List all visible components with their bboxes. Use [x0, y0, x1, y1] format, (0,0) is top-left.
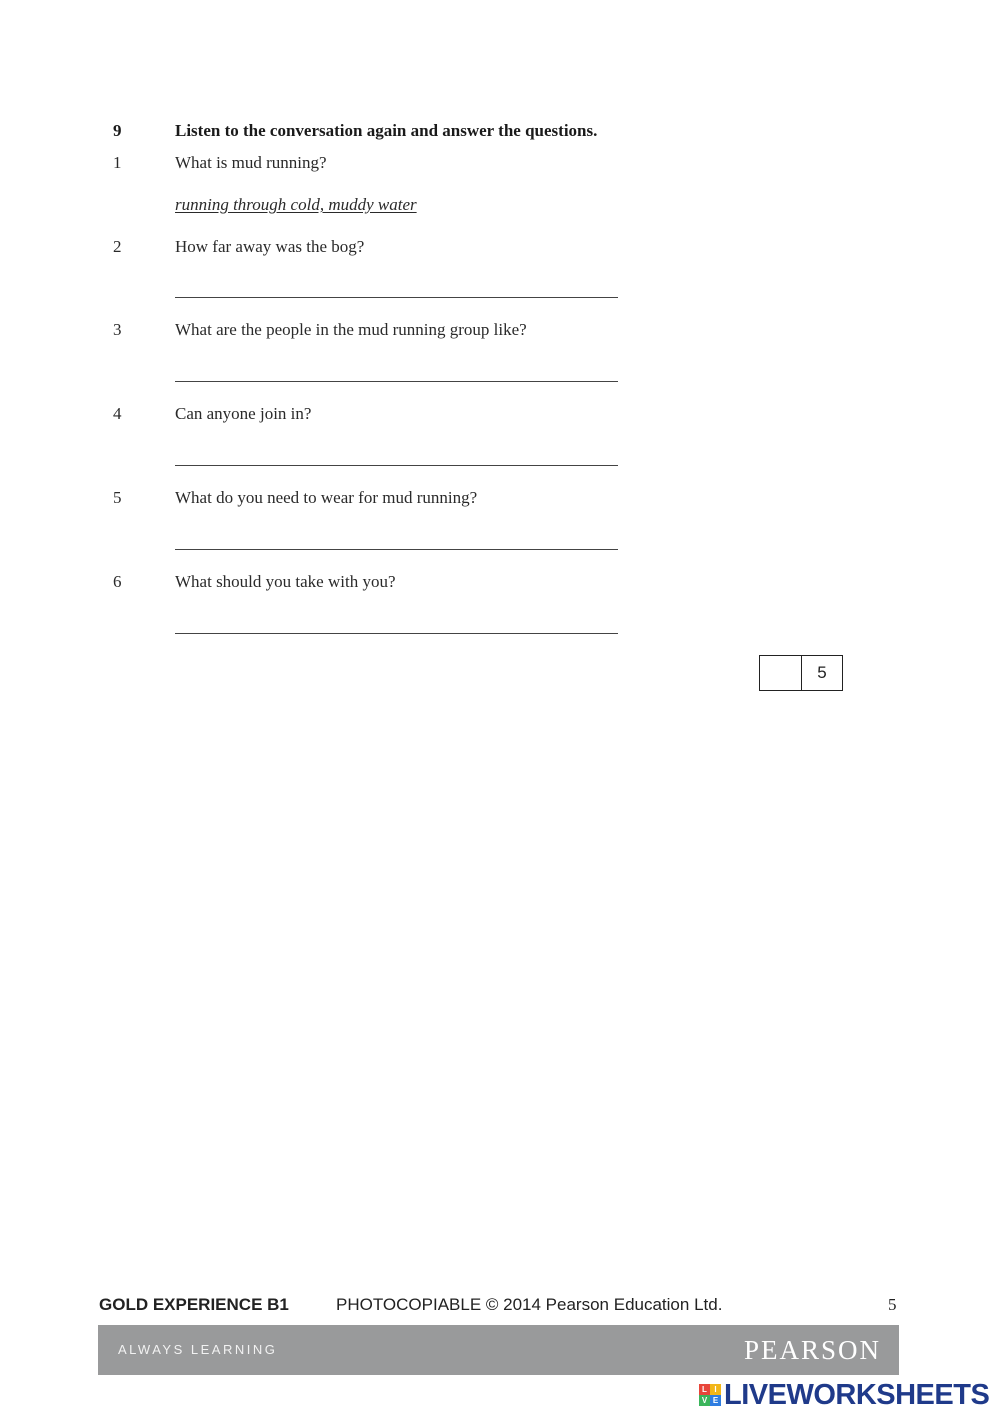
- exercise-number: 9: [113, 121, 122, 140]
- logo-tile: V: [699, 1395, 710, 1406]
- question-number: 4: [113, 404, 122, 423]
- question-text: How far away was the bog?: [175, 237, 365, 256]
- publisher-banner: [98, 1325, 899, 1375]
- score-input-cell[interactable]: [760, 656, 802, 690]
- question-text: What do you need to wear for mud running?: [175, 488, 478, 507]
- answer-line[interactable]: [175, 297, 618, 298]
- publisher-tagline: ALWAYS LEARNING: [118, 1342, 278, 1357]
- exercise-instruction: Listen to the conversation again and answer the questions.: [175, 121, 598, 140]
- question-text: Can anyone join in?: [175, 404, 312, 423]
- liveworksheets-wordmark: LIVEWORKSHEETS: [724, 1378, 990, 1411]
- question-text: What is mud running?: [175, 153, 327, 172]
- answer-line[interactable]: [175, 465, 618, 466]
- question-number: 6: [113, 572, 122, 591]
- page-number: 5: [888, 1295, 897, 1314]
- score-total: 5: [817, 663, 827, 682]
- logo-tile: E: [710, 1395, 721, 1406]
- footer-copyright: PHOTOCOPIABLE © 2014 Pearson Education Ltd.: [336, 1295, 723, 1314]
- publisher-logo: PEARSON: [743, 1335, 881, 1365]
- answer-line[interactable]: [175, 633, 618, 634]
- question-number: 3: [113, 320, 122, 339]
- question-number: 5: [113, 488, 122, 507]
- liveworksheets-logo: [699, 1379, 989, 1411]
- logo-tile: L: [699, 1384, 710, 1395]
- question-text: What should you take with you?: [175, 572, 396, 591]
- liveworksheets-icon: [699, 1384, 721, 1406]
- question-number: 2: [113, 237, 122, 256]
- answer-line[interactable]: [175, 381, 618, 382]
- question-number: 1: [113, 153, 122, 172]
- answer-line[interactable]: [175, 549, 618, 550]
- score-box: [759, 655, 843, 691]
- footer-title: GOLD EXPERIENCE B1: [99, 1295, 289, 1314]
- logo-tile: I: [710, 1384, 721, 1395]
- example-answer: running through cold, muddy water: [175, 195, 417, 214]
- question-text: What are the people in the mud running group like?: [175, 320, 527, 339]
